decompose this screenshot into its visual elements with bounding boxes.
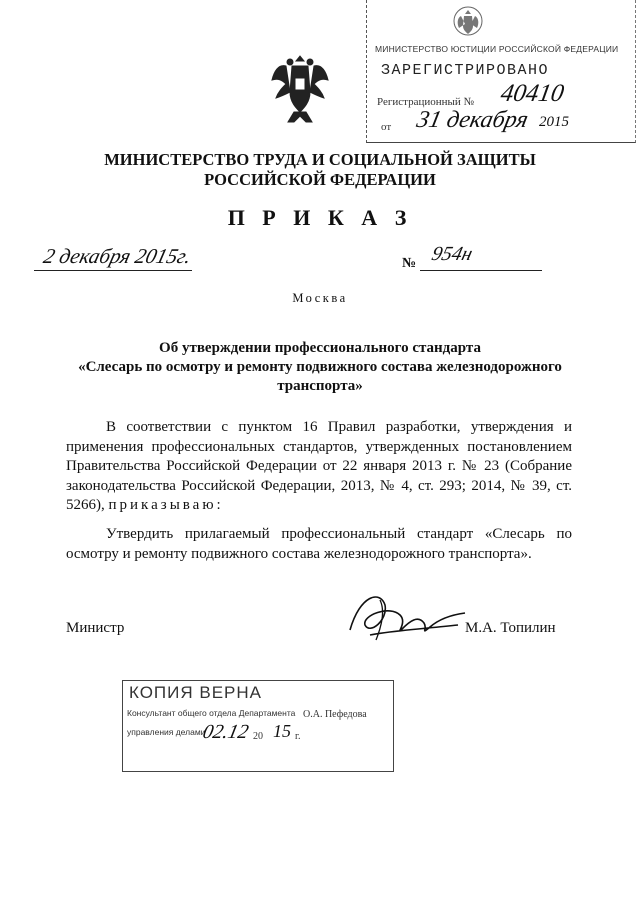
handwritten-signature (340, 585, 470, 655)
city: Москва (292, 291, 348, 305)
stamp-registration-number: 40410 (498, 80, 566, 107)
signatory-position: Министр (66, 620, 125, 636)
stamp-ministry-text: МИНИСТЕРСТВО ЮСТИЦИИ РОССИЙСКОЙ ФЕДЕРАЦИИ (375, 44, 619, 54)
double-headed-eagle-icon (270, 48, 330, 128)
stamp-date-prefix: от (381, 121, 392, 133)
order-word: приказываю: (108, 497, 224, 513)
document-type: П Р И К А З (227, 205, 413, 230)
copy-stamp-year: 15 (273, 721, 291, 741)
stamp-registration-date: 31 декабря (414, 107, 531, 133)
ministry-title-line1: МИНИСТЕРСТВО ТРУДА И СОЦИАЛЬНОЙ ЗАЩИТЫ (104, 150, 536, 169)
copy-stamp-year-prefix: 20 (253, 731, 263, 742)
stamp-emblem-icon (452, 4, 484, 38)
body-paragraph-2 (66, 525, 572, 564)
order-number: 954н (429, 243, 475, 265)
paragraph-2-text: Утвердить прилагаемый профессиональный стандарт «Слесарь по осмотру и ремонту подвижного состава железнодорожного транспорта». (66, 526, 572, 562)
signatory-name: М.А. Топилин (465, 620, 556, 636)
stamp-registration-year: 2015 (539, 114, 569, 130)
stamp-number-label: Регистрационный № (377, 96, 475, 108)
body-paragraph-1 (66, 418, 572, 516)
number-underline (420, 270, 542, 271)
copy-stamp-year-suffix: г. (295, 731, 301, 742)
copy-stamp-date: 02.12 (200, 721, 251, 743)
copy-stamp-title: КОПИЯ ВЕРНА (129, 683, 263, 702)
subject-line1: Об утверждении профессионального стандарта (159, 340, 481, 356)
paragraph-1-text: В соответствии с пунктом 16 Правил разработки, утверждения и применения профессиональных стандартов, утвержденных постановлением Правительства Российской Федерации от 22 января 2013 г. № 23 (Собрание законодательства Российской Федерации, 2013, № 4, ст. 293; 2014, № 39, ст. 5266), (66, 419, 572, 513)
order-date: 2 декабря 2015г. (41, 244, 194, 268)
order-subject (70, 339, 570, 396)
subject-line2: «Слесарь по осмотру и ремонту подвижного состава железнодорожного транспорта» (78, 359, 562, 394)
copy-stamp-name: О.А. Пефедова (303, 709, 367, 720)
date-underline (34, 270, 192, 271)
copy-stamp-position: Консультант общего отдела Департамента (127, 708, 296, 718)
copy-stamp-department: управления делами (127, 727, 206, 737)
ministry-title-line2: РОССИЙСКОЙ ФЕДЕРАЦИИ (204, 170, 436, 189)
ministry-title (60, 150, 580, 190)
registration-stamp (366, 0, 636, 143)
stamp-registered-title: ЗАРЕГИСТРИРОВАНО (381, 62, 550, 79)
copy-certified-stamp (122, 680, 394, 772)
number-sign: № (402, 256, 417, 271)
